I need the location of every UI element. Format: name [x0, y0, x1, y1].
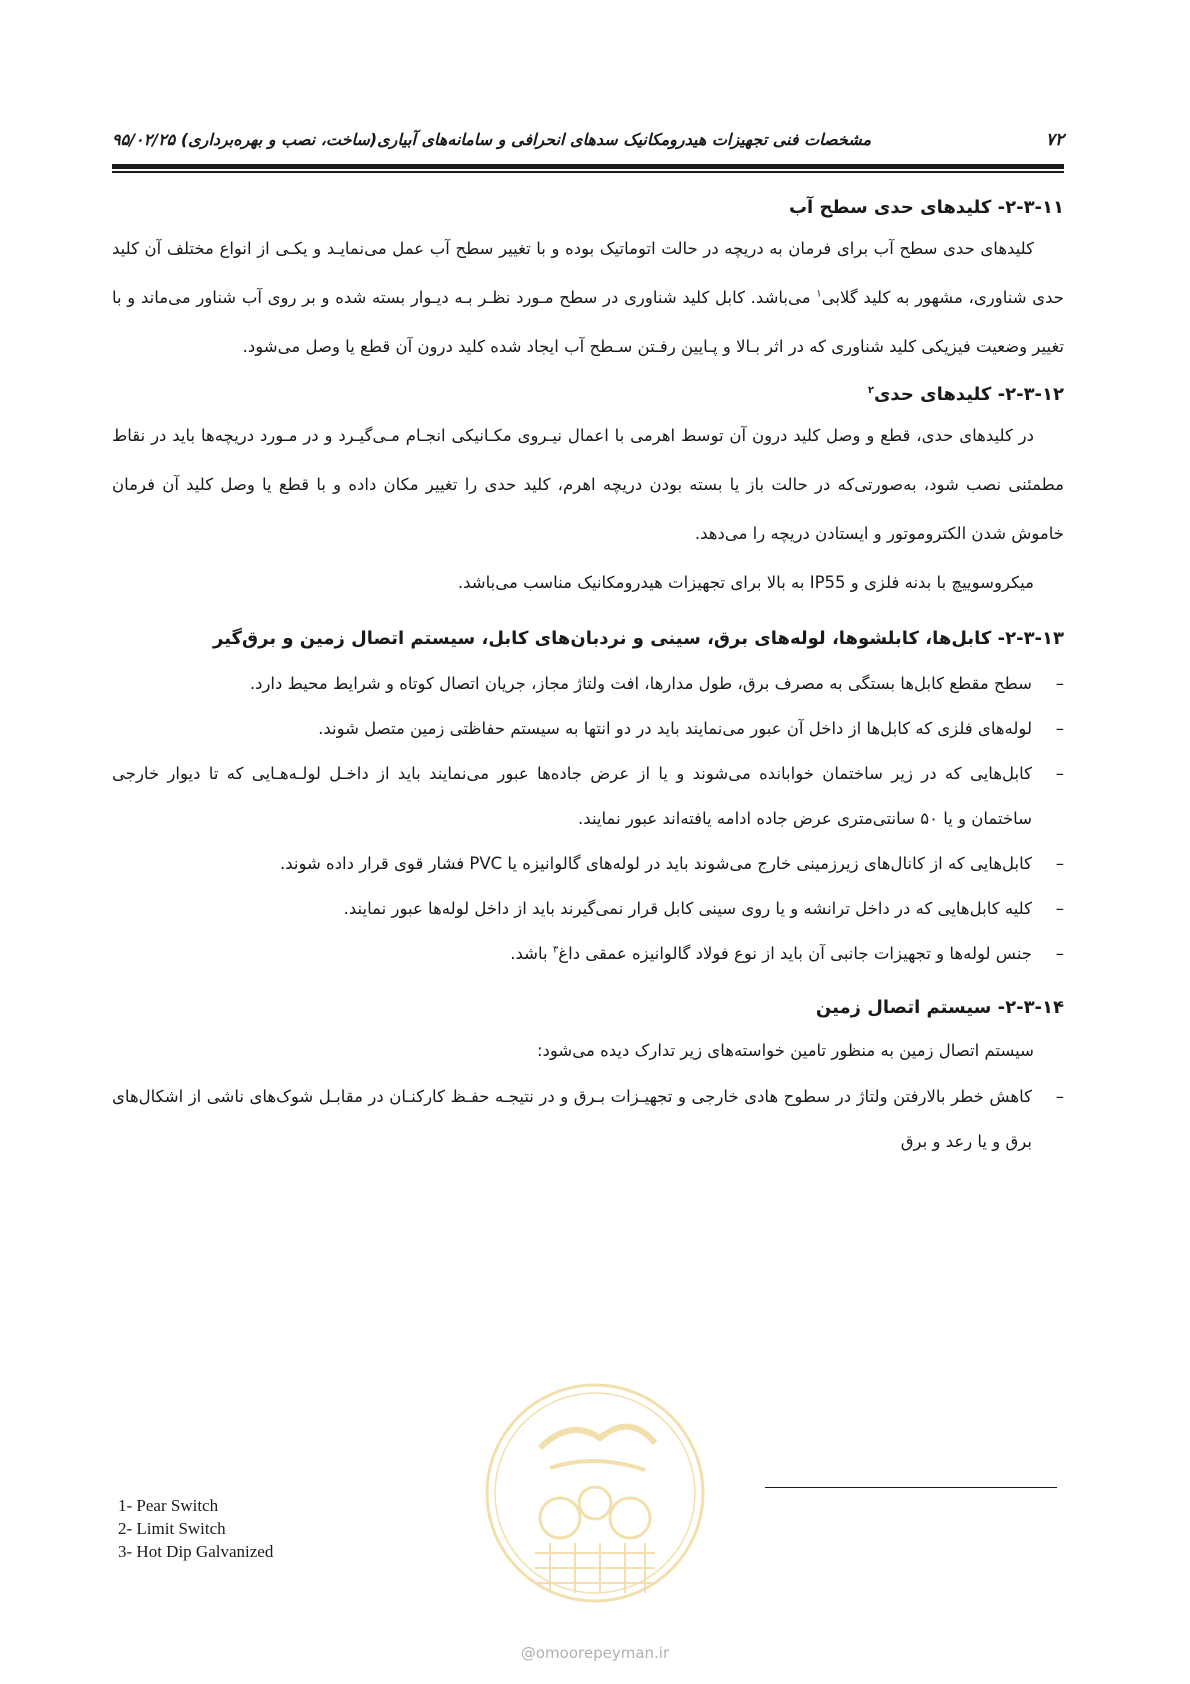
- footnote-1: 1- Pear Switch: [118, 1496, 219, 1515]
- section-11-text-b: می‌باشد. کابل کلید شناوری در سطح مـورد نظـر بـه دیـوار بسته شده و بر روی آب شناور می‌ماند و با تغییر وضعیت فیزیکی کلید شناوری که در اثر بـالا و پـایین رفـتن سـطح آب ایجاد شده کلید درون آن قطع یا وصل می‌شود.: [112, 288, 1064, 356]
- section-12-paragraph-1: در کلیدهای حدی، قطع و وصل کلید درون آن توسط اهرمی با اعمال نیـروی مکـانیکی انجـام مـی‌گیـرد و در مـورد دریچه‌ها باید در نقاط مطمئنی نصب شود، به‌صورتی‌که در حالت باز یا بسته بودن دریچه اهرم، کلید حدی را تغییر مکان داده و با قطع یا وصل کلید آن فرمان خاموش شدن الکتروموتور و ایستادن دریچه را می‌دهد.: [112, 426, 1064, 543]
- section-11-text-a: کلیدهای حدی سطح آب برای فرمان به دریچه در حالت اتوماتیک بوده و با تغییر سطح آب عمل می‌نمایـد و یکـی از انواع مختلف آن کلید حدی شناوری، مشهور به کلید گلابی: [112, 239, 1064, 307]
- list-item-text: کلیه کابل‌هایی که در داخل ترانشه و یا روی سینی کابل قرار نمی‌گیرند باید از داخل لوله‌ها عبور نمایند.: [343, 899, 1032, 918]
- footnote-ref-3: ۳: [552, 944, 559, 956]
- list-item: [112, 751, 1064, 841]
- dash-bullet-icon: –: [1055, 764, 1064, 783]
- header-rule-thick: [112, 164, 1064, 169]
- list-item-text: کاهش خطر بالارفتن ولتاژ در سطوح هادی خارجی و تجهیـزات بـرق و در نتیجـه حفـظ کارکنـان در مقابـل شوک‌های ناشی از اشکال‌های برق و یا رعد و برق: [112, 1087, 1032, 1151]
- dash-bullet-icon: –: [1055, 674, 1064, 693]
- section-11-paragraph: [112, 224, 1064, 371]
- section-13-heading: ۲-۳-۱۳- کابل‌ها، کابلشوها، لوله‌های برق، سینی و نردبان‌های کابل، سیستم اتصال زمین و برق‌گیر: [213, 628, 1064, 649]
- section-13-list: [112, 661, 1064, 976]
- list-item: [112, 1074, 1064, 1164]
- watermark-seal-icon: [480, 1378, 710, 1608]
- footnote-rule: [765, 1487, 1057, 1488]
- header-title: مشخصات فنی تجهیزات هیدرومکانیک سدهای انحرافی و سامانه‌های آبیاری(ساخت، نصب و بهره‌برداری) ۹۵/۰۲/۲۵: [112, 130, 872, 149]
- section-14-heading: ۲-۳-۱۴- سیستم اتصال زمین: [815, 997, 1064, 1018]
- list-item: [112, 661, 1064, 706]
- dash-bullet-icon: –: [1055, 854, 1064, 873]
- dash-bullet-icon: –: [1055, 944, 1064, 963]
- section-14: [112, 992, 1064, 1164]
- list-item: [112, 841, 1064, 886]
- footnote-ref-2: ۲: [867, 385, 874, 396]
- dash-bullet-icon: –: [1055, 719, 1064, 738]
- page-header: [112, 130, 1064, 160]
- list-item: [112, 931, 1064, 976]
- footnotes: [118, 1494, 273, 1563]
- footnote-3: 3- Hot Dip Galvanized: [118, 1542, 274, 1561]
- list-item-text: کابل‌هایی که از کانال‌های زیرزمینی خارج می‌شوند باید در لوله‌های گالوانیزه یا PVC فشار قوی قرار داده شوند.: [279, 854, 1032, 873]
- section-12-heading-text: ۲-۳-۱۲- کلیدهای حدی: [873, 384, 1064, 405]
- section-12: [112, 379, 1064, 607]
- list-item-text: کابل‌هایی که در زیر ساختمان خوابانده می‌شوند و یا از عرض جاده‌ها عبور می‌نمایند باید از داخـل لولـه‌هـایی که تا دیوار خارجی ساختمان و یا ۵۰ سانتی‌متری عرض جاده ادامه یافته‌اند عبور نمایند.: [112, 764, 1032, 828]
- header-rule-thin: [112, 171, 1064, 173]
- section-13: [112, 623, 1064, 976]
- watermark-site-text: @omoorepeyman.ir: [520, 1644, 670, 1662]
- list-item: [112, 886, 1064, 931]
- footnote-ref-1: ۱: [816, 288, 822, 300]
- list-item-text: لوله‌های فلزی که کابل‌ها از داخل آن عبور می‌نمایند باید در دو انتها به سیستم حفاظتی زمین متصل شوند.: [318, 719, 1032, 738]
- section-12-heading: [112, 379, 1064, 411]
- section-11: [112, 192, 1064, 371]
- list-item-text: سطح مقطع کابل‌ها بستگی به مصرف برق، طول مدارها، افت ولتاژ مجاز، جریان اتصال کوتاه و شرایط محیط دارد.: [249, 674, 1032, 693]
- main-content: [112, 190, 1064, 1164]
- list-item: [112, 706, 1064, 751]
- section-14-list: [112, 1074, 1064, 1164]
- list-item-text-a: جنس لوله‌ها و تجهیزات جانبی آن باید از نوع فولاد گالوانیزه عمقی داغ: [558, 944, 1032, 963]
- list-item-text-b: باشد.: [510, 944, 553, 963]
- dash-bullet-icon: –: [1055, 899, 1064, 918]
- section-11-heading: ۲-۳-۱۱- کلیدهای حدی سطح آب: [788, 197, 1064, 218]
- footnote-2: 2- Limit Switch: [118, 1519, 226, 1538]
- page-number: ۷۲: [1045, 130, 1064, 150]
- section-12-paragraph-2: میکروسوییچ با بدنه فلزی و IP55 به بالا برای تجهیزات هیدرومکانیک مناسب می‌باشد.: [457, 573, 1034, 592]
- dash-bullet-icon: –: [1055, 1087, 1064, 1106]
- watermark-site: omoorepeyman.ir: [535, 1644, 670, 1662]
- section-14-intro: سیستم اتصال زمین به منظور تامین خواسته‌های زیر تدارک دیده می‌شود:: [537, 1041, 1034, 1060]
